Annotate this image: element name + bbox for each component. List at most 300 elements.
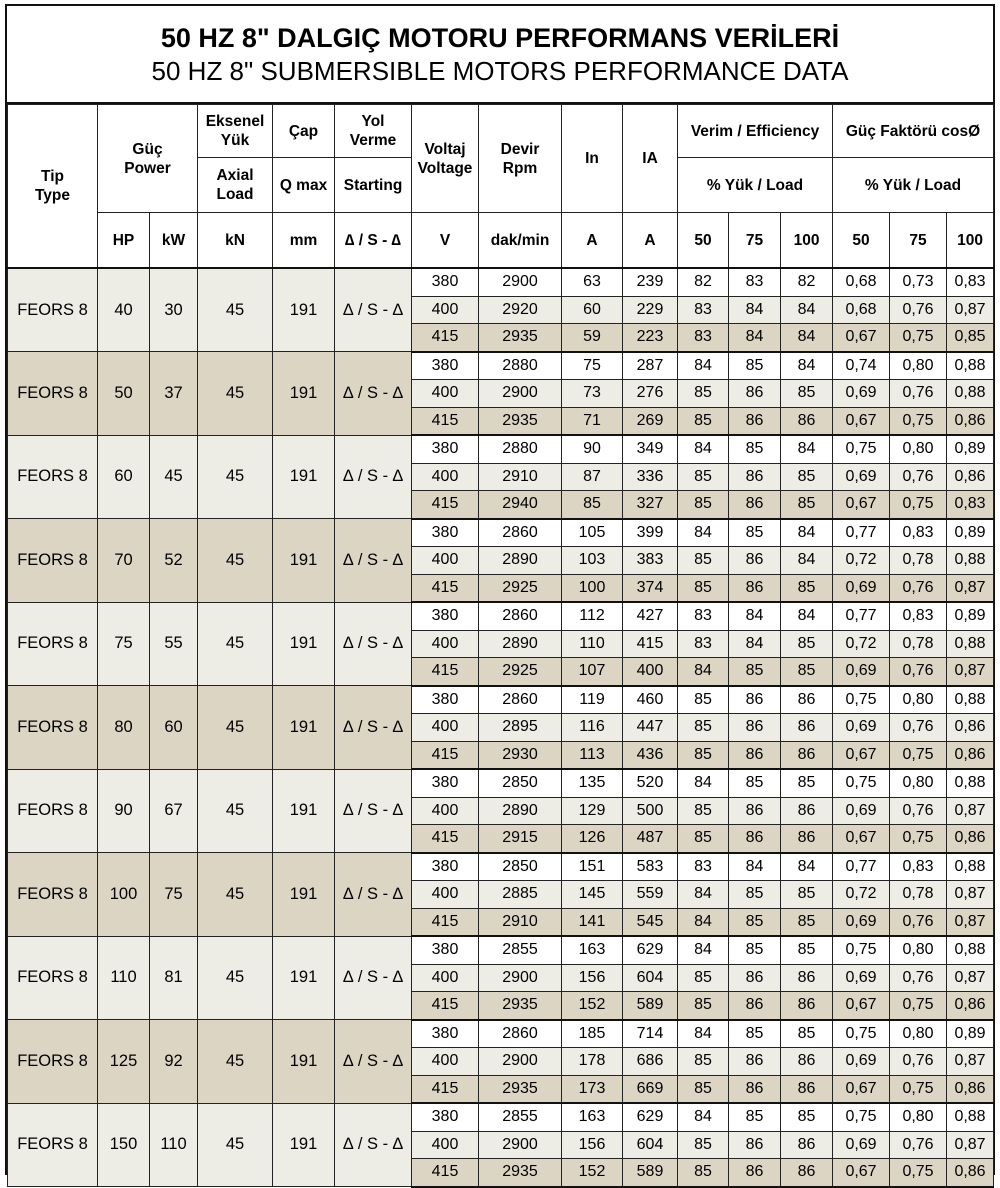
eff-100-cell: 82 xyxy=(781,268,833,296)
starting-cell: ∆ / S - ∆ xyxy=(335,602,412,686)
pf-75-cell: 0,75 xyxy=(890,324,947,352)
pf-75-cell: 0,76 xyxy=(890,380,947,408)
table-row xyxy=(8,268,994,296)
pf-50-cell: 0,67 xyxy=(833,324,890,352)
diameter-cell: 191 xyxy=(273,936,335,1020)
eff-75-cell: 86 xyxy=(729,825,781,853)
eff-75-cell: 86 xyxy=(729,797,781,825)
pf-75-cell: 0,75 xyxy=(890,992,947,1020)
in-cell: 151 xyxy=(562,853,623,881)
pf-50-cell: 0,69 xyxy=(833,463,890,491)
kw-cell: 30 xyxy=(150,268,198,352)
pf-50-cell: 0,67 xyxy=(833,992,890,1020)
in-cell: 126 xyxy=(562,825,623,853)
eff-100-cell: 85 xyxy=(781,658,833,686)
table-row xyxy=(8,686,994,714)
voltage-cell: 400 xyxy=(412,1131,479,1159)
voltage-cell: 380 xyxy=(412,769,479,797)
in-cell: 156 xyxy=(562,1131,623,1159)
header-in: In xyxy=(562,105,623,213)
eff-50-cell: 85 xyxy=(678,686,729,714)
kw-cell: 45 xyxy=(150,435,198,519)
pf-100-cell: 0,89 xyxy=(947,1020,994,1048)
pf-50-cell: 0,67 xyxy=(833,407,890,435)
unit-pf-75: 75 xyxy=(890,213,947,269)
eff-50-cell: 85 xyxy=(678,407,729,435)
unit-eff-100: 100 xyxy=(781,213,833,269)
axial-load-cell: 45 xyxy=(198,519,273,603)
eff-100-cell: 86 xyxy=(781,686,833,714)
eff-100-cell: 86 xyxy=(781,714,833,742)
eff-50-cell: 83 xyxy=(678,296,729,324)
ia-cell: 415 xyxy=(623,630,678,658)
hp-cell: 125 xyxy=(98,1020,150,1104)
voltage-cell: 400 xyxy=(412,296,479,324)
rpm-cell: 2930 xyxy=(479,741,562,769)
pf-75-cell: 0,83 xyxy=(890,519,947,547)
ia-cell: 229 xyxy=(623,296,678,324)
header-starting: Starting xyxy=(335,158,412,213)
eff-75-cell: 85 xyxy=(729,881,781,909)
starting-cell: ∆ / S - ∆ xyxy=(335,769,412,853)
performance-table xyxy=(7,104,994,1188)
eff-75-cell: 85 xyxy=(729,769,781,797)
axial-load-cell: 45 xyxy=(198,769,273,853)
voltage-cell: 415 xyxy=(412,825,479,853)
pf-75-cell: 0,80 xyxy=(890,686,947,714)
eff-75-cell: 84 xyxy=(729,296,781,324)
unit-kn: kN xyxy=(198,213,273,269)
header-cap: Çap xyxy=(273,105,335,158)
rpm-cell: 2890 xyxy=(479,630,562,658)
type-cell: FEORS 8 xyxy=(8,936,98,1020)
in-cell: 105 xyxy=(562,519,623,547)
pf-100-cell: 0,88 xyxy=(947,853,994,881)
ia-cell: 604 xyxy=(623,964,678,992)
pf-100-cell: 0,87 xyxy=(947,658,994,686)
diameter-cell: 191 xyxy=(273,853,335,937)
eff-75-cell: 86 xyxy=(729,686,781,714)
unit-eff-50: 50 xyxy=(678,213,729,269)
eff-50-cell: 83 xyxy=(678,324,729,352)
eff-100-cell: 84 xyxy=(781,602,833,630)
voltage-cell: 415 xyxy=(412,574,479,602)
axial-load-cell: 45 xyxy=(198,602,273,686)
header-ia: IA xyxy=(623,105,678,213)
unit-pf-100: 100 xyxy=(947,213,994,269)
eff-75-cell: 86 xyxy=(729,1048,781,1076)
ia-cell: 336 xyxy=(623,463,678,491)
axial-load-cell: 45 xyxy=(198,853,273,937)
in-cell: 73 xyxy=(562,380,623,408)
diameter-cell: 191 xyxy=(273,519,335,603)
rpm-cell: 2910 xyxy=(479,463,562,491)
pf-100-cell: 0,88 xyxy=(947,630,994,658)
rpm-cell: 2900 xyxy=(479,1048,562,1076)
pf-100-cell: 0,86 xyxy=(947,714,994,742)
eff-100-cell: 85 xyxy=(781,936,833,964)
pf-75-cell: 0,76 xyxy=(890,714,947,742)
starting-cell: ∆ / S - ∆ xyxy=(335,686,412,770)
pf-100-cell: 0,86 xyxy=(947,741,994,769)
eff-75-cell: 86 xyxy=(729,380,781,408)
pf-100-cell: 0,88 xyxy=(947,380,994,408)
voltage-cell: 380 xyxy=(412,352,479,380)
eff-100-cell: 84 xyxy=(781,519,833,547)
in-cell: 71 xyxy=(562,407,623,435)
pf-100-cell: 0,83 xyxy=(947,491,994,519)
rpm-cell: 2910 xyxy=(479,908,562,936)
pf-100-cell: 0,88 xyxy=(947,686,994,714)
in-cell: 103 xyxy=(562,547,623,575)
voltage-cell: 380 xyxy=(412,1020,479,1048)
rpm-cell: 2900 xyxy=(479,964,562,992)
eff-75-cell: 86 xyxy=(729,741,781,769)
rpm-cell: 2860 xyxy=(479,519,562,547)
pf-50-cell: 0,72 xyxy=(833,881,890,909)
eff-100-cell: 84 xyxy=(781,296,833,324)
eff-75-cell: 86 xyxy=(729,547,781,575)
pf-100-cell: 0,87 xyxy=(947,1048,994,1076)
ia-cell: 287 xyxy=(623,352,678,380)
pf-100-cell: 0,88 xyxy=(947,1103,994,1131)
ia-cell: 629 xyxy=(623,1103,678,1131)
eff-100-cell: 85 xyxy=(781,908,833,936)
in-cell: 87 xyxy=(562,463,623,491)
starting-cell: ∆ / S - ∆ xyxy=(335,268,412,352)
rpm-cell: 2925 xyxy=(479,574,562,602)
ia-cell: 500 xyxy=(623,797,678,825)
in-cell: 113 xyxy=(562,741,623,769)
unit-hp: HP xyxy=(98,213,150,269)
in-cell: 75 xyxy=(562,352,623,380)
pf-75-cell: 0,75 xyxy=(890,407,947,435)
eff-50-cell: 84 xyxy=(678,936,729,964)
pf-75-cell: 0,73 xyxy=(890,268,947,296)
hp-cell: 110 xyxy=(98,936,150,1020)
eff-75-cell: 85 xyxy=(729,352,781,380)
voltage-cell: 415 xyxy=(412,407,479,435)
voltage-cell: 415 xyxy=(412,1075,479,1103)
eff-50-cell: 85 xyxy=(678,1159,729,1187)
voltage-cell: 415 xyxy=(412,324,479,352)
eff-100-cell: 86 xyxy=(781,1048,833,1076)
eff-75-cell: 85 xyxy=(729,435,781,463)
eff-100-cell: 85 xyxy=(781,1103,833,1131)
eff-50-cell: 85 xyxy=(678,992,729,1020)
ia-cell: 583 xyxy=(623,853,678,881)
rpm-cell: 2860 xyxy=(479,1020,562,1048)
hp-cell: 90 xyxy=(98,769,150,853)
eff-50-cell: 84 xyxy=(678,352,729,380)
rpm-cell: 2895 xyxy=(479,714,562,742)
eff-100-cell: 85 xyxy=(781,1020,833,1048)
kw-cell: 75 xyxy=(150,853,198,937)
eff-50-cell: 84 xyxy=(678,435,729,463)
kw-cell: 37 xyxy=(150,352,198,436)
eff-50-cell: 84 xyxy=(678,519,729,547)
pf-75-cell: 0,75 xyxy=(890,741,947,769)
pf-100-cell: 0,88 xyxy=(947,936,994,964)
ia-cell: 400 xyxy=(623,658,678,686)
eff-50-cell: 85 xyxy=(678,1048,729,1076)
kw-cell: 60 xyxy=(150,686,198,770)
header-tip-type: Tip Type xyxy=(8,105,98,269)
pf-100-cell: 0,89 xyxy=(947,435,994,463)
eff-50-cell: 84 xyxy=(678,1020,729,1048)
in-cell: 107 xyxy=(562,658,623,686)
rpm-cell: 2880 xyxy=(479,435,562,463)
ia-cell: 669 xyxy=(623,1075,678,1103)
diameter-cell: 191 xyxy=(273,352,335,436)
voltage-cell: 380 xyxy=(412,853,479,881)
ia-cell: 447 xyxy=(623,714,678,742)
table-row xyxy=(8,352,994,380)
table-row xyxy=(8,769,994,797)
eff-100-cell: 85 xyxy=(781,380,833,408)
in-cell: 135 xyxy=(562,769,623,797)
type-cell: FEORS 8 xyxy=(8,853,98,937)
rpm-cell: 2855 xyxy=(479,1103,562,1131)
hp-cell: 40 xyxy=(98,268,150,352)
type-cell: FEORS 8 xyxy=(8,1103,98,1187)
rpm-cell: 2900 xyxy=(479,1131,562,1159)
pf-50-cell: 0,69 xyxy=(833,797,890,825)
ia-cell: 559 xyxy=(623,881,678,909)
starting-cell: ∆ / S - ∆ xyxy=(335,1020,412,1104)
voltage-cell: 415 xyxy=(412,1159,479,1187)
type-cell: FEORS 8 xyxy=(8,352,98,436)
title-block xyxy=(7,6,993,104)
pf-50-cell: 0,67 xyxy=(833,1159,890,1187)
starting-cell: ∆ / S - ∆ xyxy=(335,435,412,519)
hp-cell: 50 xyxy=(98,352,150,436)
diameter-cell: 191 xyxy=(273,602,335,686)
eff-75-cell: 86 xyxy=(729,714,781,742)
pf-50-cell: 0,75 xyxy=(833,435,890,463)
diameter-cell: 191 xyxy=(273,686,335,770)
voltage-cell: 400 xyxy=(412,881,479,909)
eff-50-cell: 85 xyxy=(678,463,729,491)
hp-cell: 100 xyxy=(98,853,150,937)
in-cell: 156 xyxy=(562,964,623,992)
eff-50-cell: 85 xyxy=(678,714,729,742)
eff-100-cell: 86 xyxy=(781,964,833,992)
ia-cell: 239 xyxy=(623,268,678,296)
pf-50-cell: 0,75 xyxy=(833,1020,890,1048)
voltage-cell: 400 xyxy=(412,714,479,742)
axial-load-cell: 45 xyxy=(198,268,273,352)
eff-75-cell: 86 xyxy=(729,1075,781,1103)
voltage-cell: 400 xyxy=(412,1048,479,1076)
diameter-cell: 191 xyxy=(273,435,335,519)
rpm-cell: 2890 xyxy=(479,547,562,575)
pf-75-cell: 0,76 xyxy=(890,574,947,602)
table-row xyxy=(8,1020,994,1048)
pf-50-cell: 0,77 xyxy=(833,519,890,547)
kw-cell: 81 xyxy=(150,936,198,1020)
pf-75-cell: 0,76 xyxy=(890,964,947,992)
eff-75-cell: 84 xyxy=(729,324,781,352)
pf-75-cell: 0,75 xyxy=(890,1159,947,1187)
header-axial-load: Axial Load xyxy=(198,158,273,213)
pf-50-cell: 0,69 xyxy=(833,1048,890,1076)
in-cell: 116 xyxy=(562,714,623,742)
ia-cell: 629 xyxy=(623,936,678,964)
in-cell: 152 xyxy=(562,992,623,1020)
pf-75-cell: 0,80 xyxy=(890,352,947,380)
axial-load-cell: 45 xyxy=(198,686,273,770)
pf-50-cell: 0,67 xyxy=(833,741,890,769)
pf-100-cell: 0,88 xyxy=(947,352,994,380)
pf-75-cell: 0,76 xyxy=(890,1131,947,1159)
ia-cell: 436 xyxy=(623,741,678,769)
pf-75-cell: 0,83 xyxy=(890,602,947,630)
header-power: Güç Power xyxy=(98,105,198,213)
voltage-cell: 380 xyxy=(412,519,479,547)
pf-50-cell: 0,72 xyxy=(833,630,890,658)
eff-50-cell: 85 xyxy=(678,825,729,853)
eff-100-cell: 85 xyxy=(781,491,833,519)
pf-75-cell: 0,75 xyxy=(890,491,947,519)
rpm-cell: 2920 xyxy=(479,296,562,324)
in-cell: 119 xyxy=(562,686,623,714)
pf-75-cell: 0,75 xyxy=(890,825,947,853)
ia-cell: 399 xyxy=(623,519,678,547)
pf-50-cell: 0,75 xyxy=(833,936,890,964)
eff-100-cell: 86 xyxy=(781,407,833,435)
eff-50-cell: 85 xyxy=(678,491,729,519)
eff-75-cell: 84 xyxy=(729,853,781,881)
in-cell: 112 xyxy=(562,602,623,630)
axial-load-cell: 45 xyxy=(198,1020,273,1104)
pf-75-cell: 0,80 xyxy=(890,1103,947,1131)
voltage-cell: 380 xyxy=(412,686,479,714)
rpm-cell: 2935 xyxy=(479,992,562,1020)
in-cell: 141 xyxy=(562,908,623,936)
pf-50-cell: 0,68 xyxy=(833,296,890,324)
pf-75-cell: 0,78 xyxy=(890,547,947,575)
pf-100-cell: 0,87 xyxy=(947,964,994,992)
eff-75-cell: 86 xyxy=(729,1159,781,1187)
pf-50-cell: 0,75 xyxy=(833,686,890,714)
in-cell: 90 xyxy=(562,435,623,463)
eff-75-cell: 84 xyxy=(729,630,781,658)
table-body xyxy=(8,268,994,1187)
type-cell: FEORS 8 xyxy=(8,268,98,352)
eff-100-cell: 84 xyxy=(781,324,833,352)
kw-cell: 92 xyxy=(150,1020,198,1104)
diameter-cell: 191 xyxy=(273,769,335,853)
table-row xyxy=(8,519,994,547)
ia-cell: 589 xyxy=(623,1159,678,1187)
eff-50-cell: 85 xyxy=(678,547,729,575)
in-cell: 59 xyxy=(562,324,623,352)
pf-50-cell: 0,69 xyxy=(833,658,890,686)
voltage-cell: 415 xyxy=(412,491,479,519)
pf-75-cell: 0,76 xyxy=(890,797,947,825)
rpm-cell: 2935 xyxy=(479,324,562,352)
pf-50-cell: 0,72 xyxy=(833,547,890,575)
eff-50-cell: 85 xyxy=(678,1131,729,1159)
axial-load-cell: 45 xyxy=(198,936,273,1020)
eff-100-cell: 85 xyxy=(781,881,833,909)
header-efficiency-load: % Yük / Load xyxy=(678,158,833,213)
eff-50-cell: 85 xyxy=(678,1075,729,1103)
pf-50-cell: 0,75 xyxy=(833,1103,890,1131)
eff-100-cell: 86 xyxy=(781,992,833,1020)
eff-50-cell: 85 xyxy=(678,380,729,408)
eff-75-cell: 85 xyxy=(729,936,781,964)
kw-cell: 67 xyxy=(150,769,198,853)
diameter-cell: 191 xyxy=(273,1020,335,1104)
title-turkish: 50 HZ 8" DALGIÇ MOTORU PERFORMANS VERİLERİ xyxy=(160,23,840,53)
ia-cell: 374 xyxy=(623,574,678,602)
header-efficiency: Verim / Efficiency xyxy=(678,105,833,158)
voltage-cell: 400 xyxy=(412,964,479,992)
eff-100-cell: 86 xyxy=(781,825,833,853)
eff-50-cell: 85 xyxy=(678,574,729,602)
table-row xyxy=(8,1103,994,1131)
eff-75-cell: 86 xyxy=(729,1131,781,1159)
in-cell: 173 xyxy=(562,1075,623,1103)
rpm-cell: 2890 xyxy=(479,797,562,825)
voltage-cell: 380 xyxy=(412,1103,479,1131)
eff-50-cell: 84 xyxy=(678,881,729,909)
unit-kw: kW xyxy=(150,213,198,269)
ia-cell: 460 xyxy=(623,686,678,714)
eff-75-cell: 86 xyxy=(729,964,781,992)
table-row xyxy=(8,936,994,964)
unit-ia-a: A xyxy=(623,213,678,269)
eff-50-cell: 83 xyxy=(678,602,729,630)
pf-75-cell: 0,76 xyxy=(890,463,947,491)
kw-cell: 110 xyxy=(150,1103,198,1187)
in-cell: 163 xyxy=(562,1103,623,1131)
pf-50-cell: 0,69 xyxy=(833,1131,890,1159)
in-cell: 60 xyxy=(562,296,623,324)
header-yol-verme: Yol Verme xyxy=(335,105,412,158)
starting-cell: ∆ / S - ∆ xyxy=(335,352,412,436)
eff-100-cell: 86 xyxy=(781,741,833,769)
voltage-cell: 400 xyxy=(412,463,479,491)
rpm-cell: 2860 xyxy=(479,602,562,630)
pf-100-cell: 0,87 xyxy=(947,908,994,936)
ia-cell: 604 xyxy=(623,1131,678,1159)
eff-50-cell: 84 xyxy=(678,1103,729,1131)
pf-100-cell: 0,88 xyxy=(947,769,994,797)
eff-100-cell: 85 xyxy=(781,769,833,797)
pf-100-cell: 0,85 xyxy=(947,324,994,352)
ia-cell: 714 xyxy=(623,1020,678,1048)
table-row xyxy=(8,435,994,463)
pf-50-cell: 0,67 xyxy=(833,491,890,519)
eff-75-cell: 83 xyxy=(729,268,781,296)
pf-100-cell: 0,89 xyxy=(947,602,994,630)
pf-75-cell: 0,75 xyxy=(890,1075,947,1103)
axial-load-cell: 45 xyxy=(198,352,273,436)
hp-cell: 75 xyxy=(98,602,150,686)
rpm-cell: 2935 xyxy=(479,1075,562,1103)
hp-cell: 150 xyxy=(98,1103,150,1187)
document-page xyxy=(5,4,995,1181)
pf-75-cell: 0,78 xyxy=(890,881,947,909)
eff-75-cell: 84 xyxy=(729,602,781,630)
pf-50-cell: 0,67 xyxy=(833,1075,890,1103)
in-cell: 152 xyxy=(562,1159,623,1187)
in-cell: 129 xyxy=(562,797,623,825)
rpm-cell: 2880 xyxy=(479,352,562,380)
